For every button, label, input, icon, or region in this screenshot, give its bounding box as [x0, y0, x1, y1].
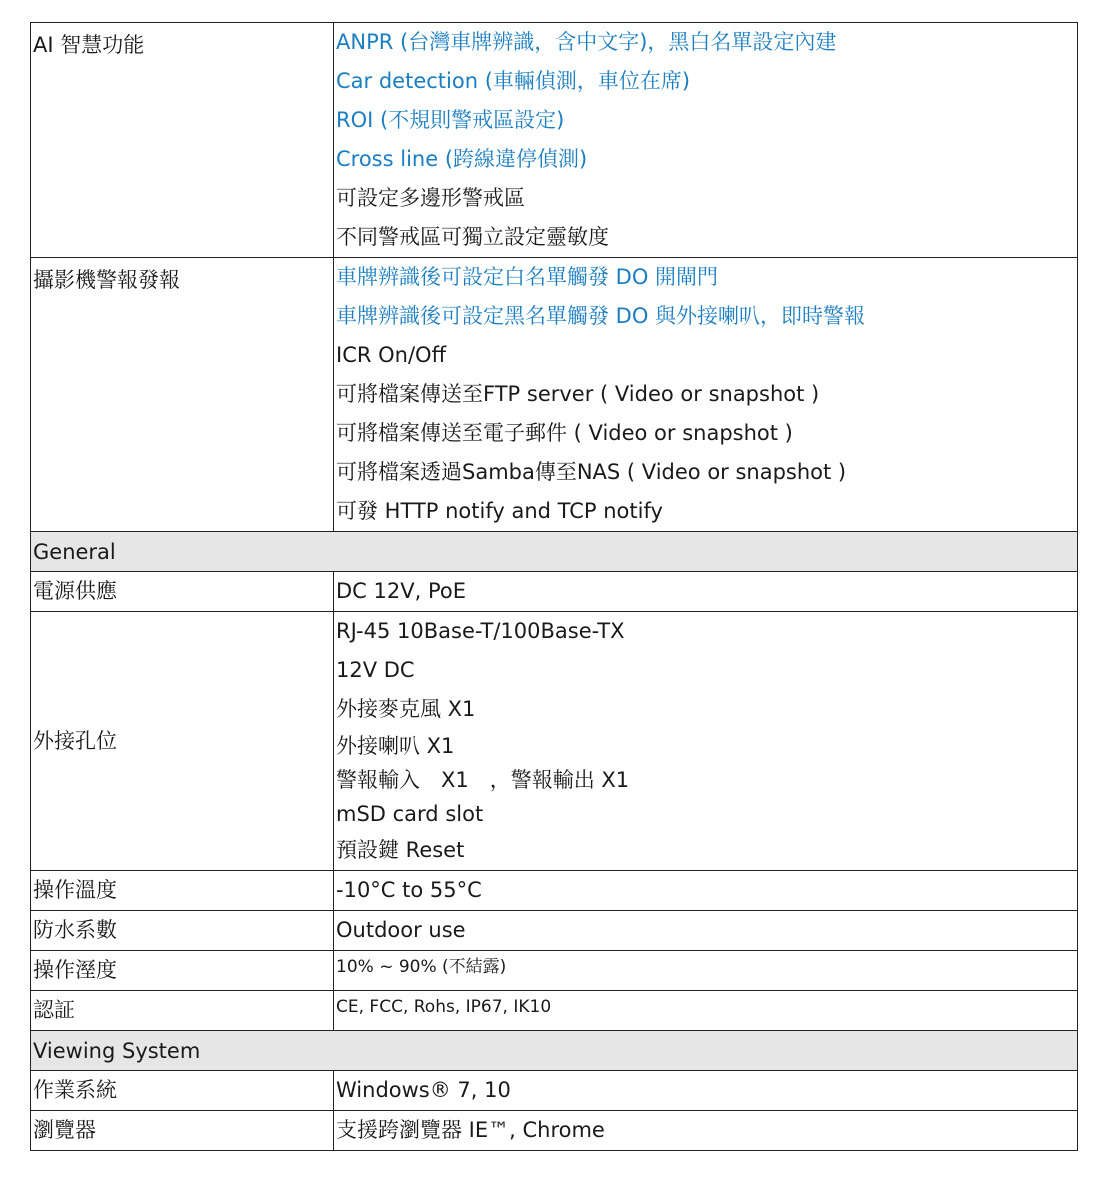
ai-functions-values: [334, 23, 1078, 258]
row-ai-functions: [31, 23, 1078, 258]
power-value: DC 12V, PoE: [334, 572, 1078, 612]
spec-line: 外接喇叭 X1: [336, 734, 455, 758]
spec-line: 不同警戒區可獨立設定靈敏度: [336, 225, 609, 249]
spec-line: 可將檔案透過Samba傳至NAS ( Video or snapshot ): [336, 460, 847, 484]
os-value: Windows® 7, 10: [334, 1071, 1078, 1111]
certification-value: CE, FCC, Rohs, IP67, IK10: [334, 991, 1078, 1031]
waterproof-value: Outdoor use: [334, 911, 1078, 951]
spec-line: 預設鍵 Reset: [336, 838, 465, 862]
certification-label: 認証: [31, 991, 334, 1031]
spec-line: ICR On/Off: [336, 343, 447, 367]
section-viewing-system: [31, 1031, 1078, 1071]
row-temperature: [31, 871, 1078, 911]
row-certification: [31, 991, 1078, 1031]
spec-line: ROI (不規則警戒區設定): [336, 108, 565, 132]
section-header-general: General: [31, 532, 1078, 572]
spec-line: 可將檔案傳送至FTP server ( Video or snapshot ): [336, 382, 820, 406]
spec-line: Car detection (車輛偵測，車位在席): [336, 69, 691, 93]
spec-line: ANPR (台灣車牌辨識，含中文字)，黑白名單設定內建: [336, 30, 837, 54]
spec-line: 可將檔案傳送至電子郵件 ( Video or snapshot ): [336, 421, 793, 445]
spec-line: 警報輸入 X1 ，警報輸出 X1: [336, 768, 630, 792]
spec-line: 外接麥克風 X1: [336, 697, 476, 721]
spec-line: 12V DC: [336, 658, 415, 682]
spec-line: 可發 HTTP notify and TCP notify: [336, 499, 663, 523]
os-label: 作業系統: [31, 1071, 334, 1111]
row-ports: [31, 612, 1078, 871]
spec-line: 可設定多邊形警戒區: [336, 186, 525, 210]
ai-functions-label: AI 智慧功能: [31, 23, 334, 258]
section-header-viewing-system: Viewing System: [31, 1031, 1078, 1071]
humidity-value: 10% ~ 90% (不結露): [334, 951, 1078, 991]
spec-line: mSD card slot: [336, 802, 484, 826]
spec-line: RJ-45 10Base-T/100Base-TX: [336, 619, 625, 643]
row-humidity: [31, 951, 1078, 991]
browser-label: 瀏覽器: [31, 1111, 334, 1151]
section-general: [31, 532, 1078, 572]
waterproof-label: 防水系數: [31, 911, 334, 951]
temperature-value: -10°C to 55°C: [334, 871, 1078, 911]
camera-alarm-values: [334, 258, 1078, 532]
temperature-label: 操作溫度: [31, 871, 334, 911]
ports-label: 外接孔位: [31, 612, 334, 871]
power-label: 電源供應: [31, 572, 334, 612]
spec-line: 車牌辨識後可設定黑名單觸發 DO 與外接喇叭，即時警報: [336, 304, 866, 328]
spec-table: [30, 22, 1078, 1151]
row-power: [31, 572, 1078, 612]
browser-value: 支援跨瀏覽器 IE™, Chrome: [334, 1111, 1078, 1151]
spec-line: 車牌辨識後可設定白名單觸發 DO 開閘門: [336, 265, 719, 289]
row-waterproof: [31, 911, 1078, 951]
camera-alarm-label: 攝影機警報發報: [31, 258, 334, 532]
spec-line: Cross line (跨線違停偵測): [336, 147, 588, 171]
row-os: [31, 1071, 1078, 1111]
humidity-label: 操作溼度: [31, 951, 334, 991]
ports-values: [334, 612, 1078, 871]
row-camera-alarm: [31, 258, 1078, 532]
row-browser: [31, 1111, 1078, 1151]
